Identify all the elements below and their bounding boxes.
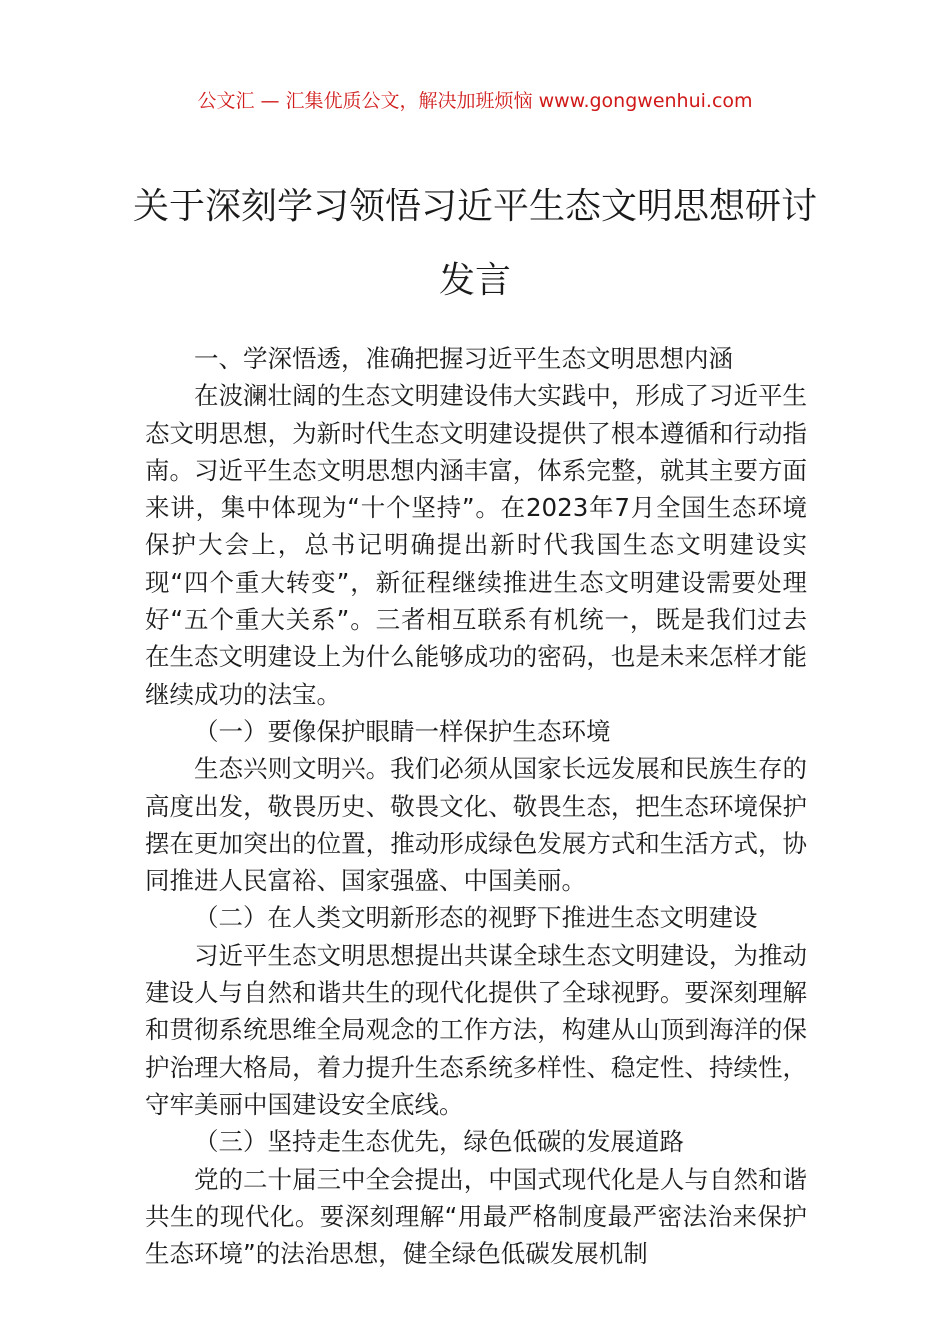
section-heading-1: 一、学深悟透，准确把握习近平生态文明思想内涵 (194, 344, 733, 373)
watermark-header: 公文汇 — 汇集优质公文，解决加班烦恼 www.gongwenhui.com (197, 90, 753, 112)
document-title: 关于深刻学习领悟习近平生态文明思想研讨发言 (132, 186, 817, 301)
document-content (145, 340, 807, 1272)
subsection-heading-1: （一）要像保护眼睛一样保护生态环境 (194, 716, 611, 746)
body-paragraph-1: 在波澜壮阔的生态文明建设伟大实践中，形成了习近平生态文明思想，为新时代生态文明建设提供了根本遵循和行动指南。习近平生态文明思想内涵丰富，体系完整，就其主要方面来讲，集中体现为“十个坚持”。在2023年7月全国生态环境保护大会上，总书记明确提出新时代我国生态文明建设实现“四个重大转变”，新征程继续推进生态文明建设需要处理好“五个重大关系”。三者相互联系有机统一，既是我们过去在生态文明建设上为什么能够成功的密码，也是未来怎样才能继续成功的法宝。 (145, 381, 807, 709)
body-paragraph-3: 习近平生态文明思想提出共谋全球生态文明建设，为推动建设人与自然和谐共生的现代化提供了全球视野。要深刻理解和贯彻系统思维全局观念的工作方法，构建从山顶到海洋的保护治理大格局，着力提升生态系统多样性、稳定性、持续性，守牢美丽中国建设安全底线。 (145, 940, 807, 1119)
body-paragraph-4: 党的二十届三中全会提出，中国式现代化是人与自然和谐共生的现代化。要深刻理解“用最严格制度最严密法治来保护生态环境”的法治思想，健全绿色低碳发展机制 (145, 1164, 807, 1269)
body-paragraph-2: 生态兴则文明兴。我们必须从国家长远发展和民族生存的高度出发，敬畏历史、敬畏文化、敬畏生态，把生态环境保护摆在更加突出的位置，推动形成绿色发展方式和生活方式，协同推进人民富裕、国家强盛、中国美丽。 (145, 754, 807, 896)
subsection-heading-3: （三）坚持走生态优先，绿色低碳的发展道路 (194, 1127, 684, 1157)
subsection-heading-2: （二）在人类文明新形态的视野下推进生态文明建设 (194, 903, 758, 933)
